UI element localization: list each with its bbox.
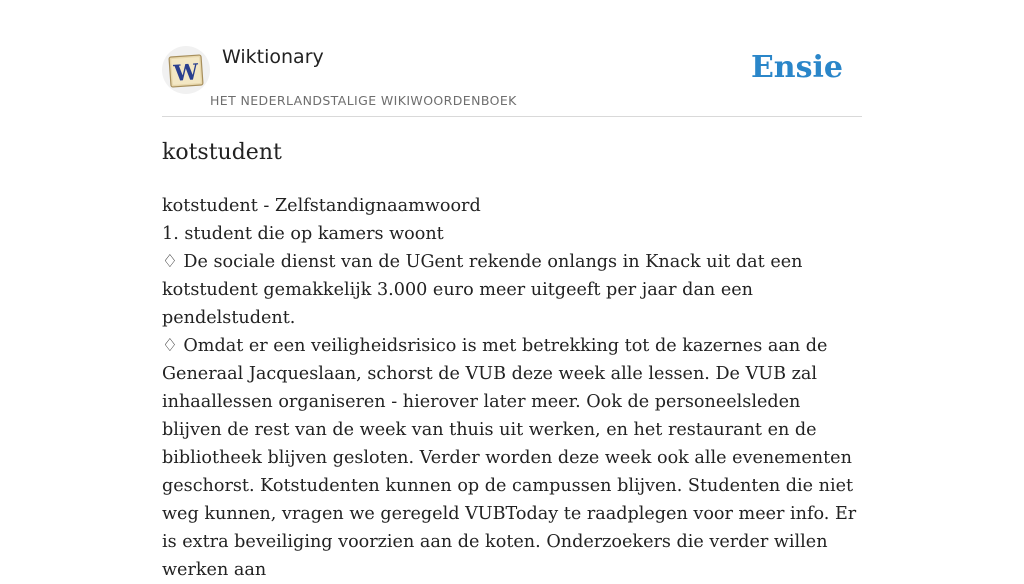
sense-definition: 1. student die op kamers woont [162, 224, 444, 244]
example-sentence: ♢ Omdat er een veiligheidsrisico is met betrekking tot de kazernes aan de Generaal Jacqueslaan, schorst de VUB deze week alle lessen. De VUB zal inhaallessen organiseren - hierover later meer. Ook de personeelsleden blijven de rest van de week van thuis uit werken, en het restaurant en de bibliotheek blijven gesloten. Verder worden deze week ook alle evenementen geschorst. Kotstudenten kunnen op de campussen blijven. Studenten die niet weg kunnen, vragen we geregeld VUBToday te raadplegen voor meer info. Er is extra beveiliging voorzien aan de koten. Onderzoekers die verder willen werken aan [162, 336, 857, 580]
logo-letter: W [172, 59, 200, 87]
site-tagline: HET NEDERLANDSTALIGE WIKIWOORDENBOEK [210, 93, 517, 108]
site-name[interactable]: Wiktionary [222, 46, 324, 68]
entry-content [162, 192, 862, 584]
wiktionary-logo-icon[interactable] [162, 46, 210, 94]
page-title: kotstudent [162, 140, 282, 165]
definition-heading: kotstudent - Zelfstandignaamwoord [162, 196, 481, 216]
brand-logo[interactable]: Ensie [750, 50, 843, 85]
logo-tile-graphic [162, 46, 210, 94]
site-header [162, 0, 862, 117]
example-sentence: ♢ De sociale dienst van de UGent rekende onlangs in Knack uit dat een kotstudent gemakkelijk 3.000 euro meer uitgeeft per jaar dan een pendelstudent. [162, 252, 803, 328]
